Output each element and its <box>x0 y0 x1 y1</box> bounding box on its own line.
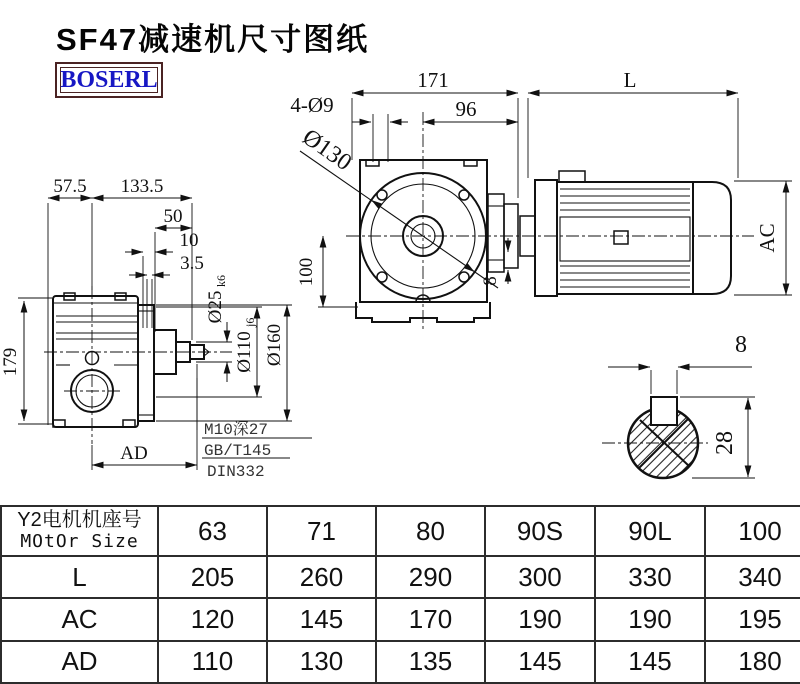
front-view <box>290 68 754 332</box>
row-label-ad: AD <box>1 641 158 683</box>
table-row <box>1 598 800 640</box>
dim-50: 50 <box>163 206 183 227</box>
dim-171: 171 <box>417 68 449 92</box>
cooling-fins <box>560 189 690 287</box>
fan-cowl <box>693 182 731 294</box>
dim-ad: AD <box>120 443 148 464</box>
table-cell: 330 <box>595 556 705 598</box>
dim-key-height: 28 <box>712 431 738 455</box>
dim-flange-od: Ø160 <box>264 323 285 367</box>
note-standard-gb: GB/T145 <box>204 442 272 460</box>
motor-size-table <box>0 505 800 684</box>
dim-shaft-tol: k6 <box>214 275 228 287</box>
table-cell: 260 <box>267 556 376 598</box>
column-80: 80 <box>376 506 485 556</box>
dim-96: 96 <box>455 97 477 121</box>
dim-key-side: 8 <box>480 276 501 286</box>
column-100: 100 <box>705 506 800 556</box>
table-cell: 120 <box>158 598 267 640</box>
dim-ac: AC <box>755 223 779 253</box>
column-90l: 90L <box>595 506 705 556</box>
table-cell: 300 <box>485 556 595 598</box>
row-label-l: L <box>1 556 158 598</box>
dim-motor-length: L <box>623 68 637 92</box>
table-cell: 190 <box>595 598 705 640</box>
dim-bolt-holes: 4-Ø9 <box>290 93 334 117</box>
page-title: SF47减速机尺寸图纸 <box>56 22 370 57</box>
dim-10: 10 <box>179 230 199 251</box>
table-header-row <box>1 506 800 556</box>
motor-body <box>557 182 693 294</box>
header-cn: Y2电机机座号 <box>17 509 142 532</box>
table-cell: 110 <box>158 641 267 683</box>
table-cell: 170 <box>376 598 485 640</box>
table-cell: 145 <box>595 641 705 683</box>
table-cell: 340 <box>705 556 800 598</box>
dim-flange-dia: Ø130 <box>297 124 357 177</box>
terminal-box <box>559 171 585 182</box>
bolt-hole <box>377 190 387 200</box>
dim-key-width: 8 <box>735 332 747 358</box>
note-standard-din: DIN332 <box>207 463 265 481</box>
dim-100: 100 <box>296 257 317 287</box>
table-cell: 135 <box>376 641 485 683</box>
bolt-hole <box>459 272 469 282</box>
note-tapped-hole: M10深27 <box>204 421 269 439</box>
bolt-hole <box>377 272 387 282</box>
dim-spigot-dia: Ø110 <box>234 331 255 373</box>
column-71: 71 <box>267 506 376 556</box>
dim-3-5: 3.5 <box>180 253 204 274</box>
column-63: 63 <box>158 506 267 556</box>
side-view <box>0 176 312 481</box>
shaft-section <box>602 332 755 478</box>
table-cell: 145 <box>485 641 595 683</box>
table-cell: 180 <box>705 641 800 683</box>
table-cell: 130 <box>267 641 376 683</box>
nameplate <box>614 231 628 244</box>
dim-179: 179 <box>0 347 21 377</box>
motor-view <box>528 68 792 296</box>
table-cell: 205 <box>158 556 267 598</box>
stator-band <box>560 217 690 261</box>
header-en: MOtOr Size <box>20 531 139 553</box>
row-label-ac: AC <box>1 598 158 640</box>
table-row <box>1 641 800 683</box>
dim-shaft-dia: Ø25 <box>205 290 226 324</box>
dim-133-5: 133.5 <box>120 176 164 197</box>
motor-size-header-cell <box>1 506 158 556</box>
keyway <box>651 397 677 425</box>
table-cell: 145 <box>267 598 376 640</box>
brand-logo-text: BOSERL <box>60 66 158 93</box>
table-cell: 190 <box>485 598 595 640</box>
table-cell: 290 <box>376 556 485 598</box>
motor-flange <box>535 180 557 296</box>
bolt-hole <box>459 190 469 200</box>
column-90s: 90S <box>485 506 595 556</box>
table-row <box>1 556 800 598</box>
dim-57-5: 57.5 <box>53 176 87 197</box>
dim-spigot-tol: j6 <box>243 317 257 327</box>
table-cell: 195 <box>705 598 800 640</box>
